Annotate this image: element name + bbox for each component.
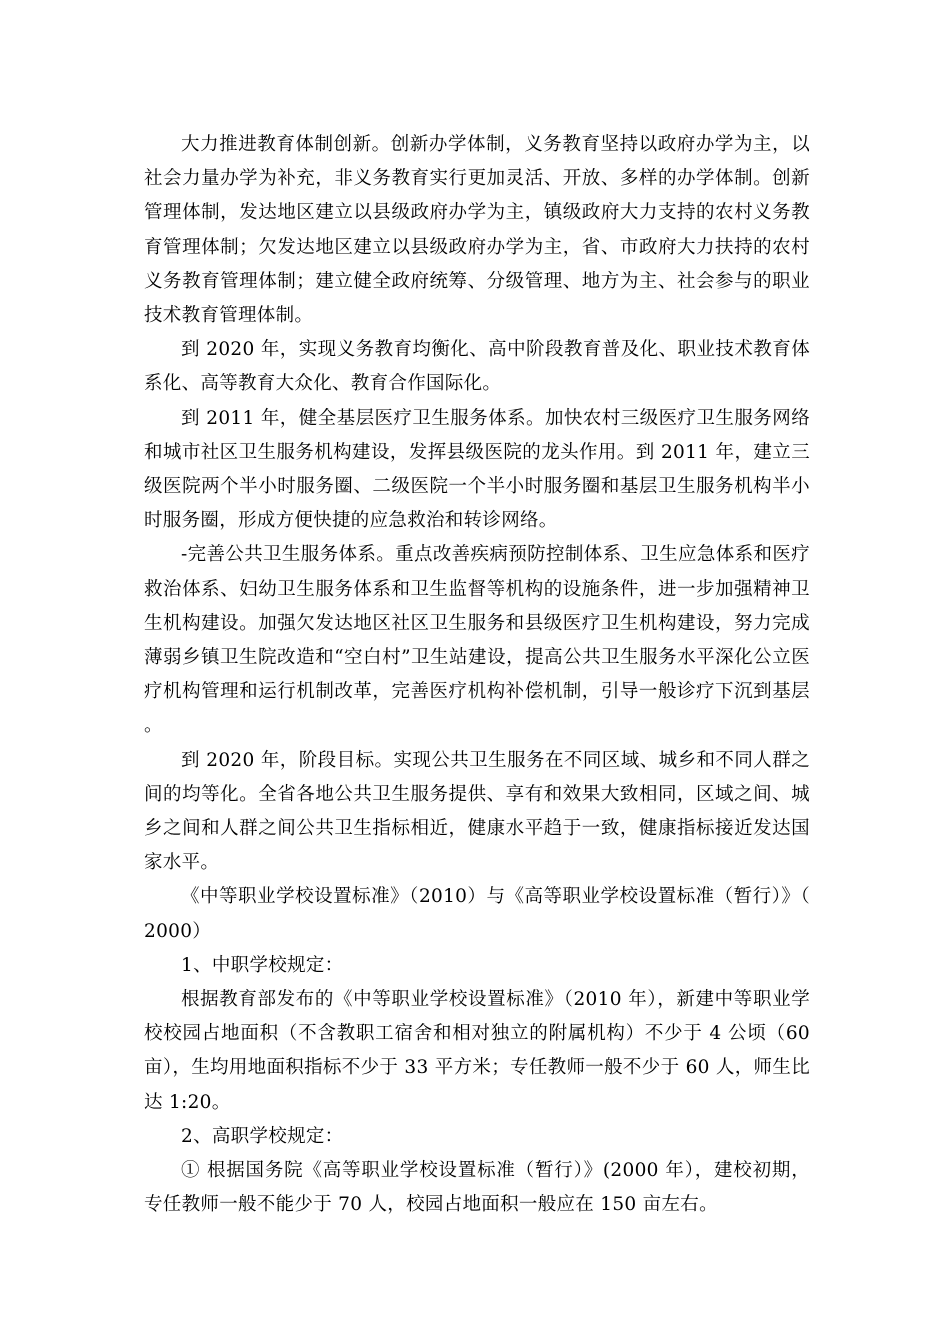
- paragraph-public-health-2020-goal: 到 2020 年，阶段目标。实现公共卫生服务在不同区域、城乡和不同人群之间的均等化。全省各地公共卫生服务提供、享有和效果大致相同，区域之间、城乡之间和人群之间公共卫生指标相近，健康水平趋于一致，健康指标接近发达国家水平。: [144, 749, 810, 874]
- document-body: [144, 128, 810, 1223]
- paragraph-education-2020-goal: 到 2020 年，实现义务教育均衡化、高中阶段教育普及化、职业技术教育体系化、高等教育大众化、教育合作国际化。: [144, 339, 810, 395]
- paragraph-secondary-vocational-rules: 根据教育部发布的《中等职业学校设置标准》（2010 年），新建中等职业学校校园占地面积（不含教职工宿舍和相对独立的附属机构）不少于 4 公顷（60 亩），生均用地面积指标不少于 33 平方米；专任教师一般不少于 60 人，师生比达 1:20。: [144, 989, 810, 1113]
- paragraph-secondary-vocational-heading: 1、中职学校规定：: [181, 954, 344, 976]
- paragraph-higher-vocational-rules: ① 根据国务院《高等职业学校设置标准（暂行）》(2000 年），建校初期，专任教师一般不能少于 70 人，校园占地面积一般应在 150 亩左右。: [144, 1160, 810, 1216]
- paragraph-education-reform: 大力推进教育体制创新。创新办学体制，义务教育坚持以政府办学为主，以社会力量办学为补充，非义务教育实行更加灵活、开放、多样的办学体制。创新管理体制，发达地区建立以县级政府办学为主，镇级政府大力支持的农村义务教育管理体制；欠发达地区建立以县级政府办学为主，省、市政府大力扶持的农村义务教育管理体制；建立健全政府统筹、分级管理、地方为主、社会参与的职业技术教育管理体制。: [144, 134, 810, 327]
- paragraph-public-health-system: -完善公共卫生服务体系。重点改善疾病预防控制体系、卫生应急体系和医疗救治体系、妇幼卫生服务体系和卫生监督等机构的设施条件，进一步加强精神卫生机构建设。加强欠发达地区社区卫生服务和县级医疗卫生机构建设，努力完成薄弱乡镇卫生院改造和“空白村”卫生站建设，提高公共卫生服务水平深化公立医疗机构管理和运行机制改革，完善医疗机构补偿机制，引导一般诊疗下沉到基层。: [144, 544, 810, 737]
- paragraph-school-standards-heading: 《中等职业学校设置标准》（2010）与《高等职业学校设置标准（暂行）》（2000）: [144, 886, 810, 942]
- paragraph-healthcare-2011: 到 2011 年，健全基层医疗卫生服务体系。加快农村三级医疗卫生服务网络和城市社区卫生服务机构建设，发挥县级医院的龙头作用。到 2011 年，建立三级医院两个半小时服务圈、二级医院一个半小时服务圈和基层卫生服务机构半小时服务圈，形成方便快捷的应急救治和转诊网络。: [144, 407, 810, 532]
- paragraph-higher-vocational-heading: 2、高职学校规定：: [181, 1125, 344, 1147]
